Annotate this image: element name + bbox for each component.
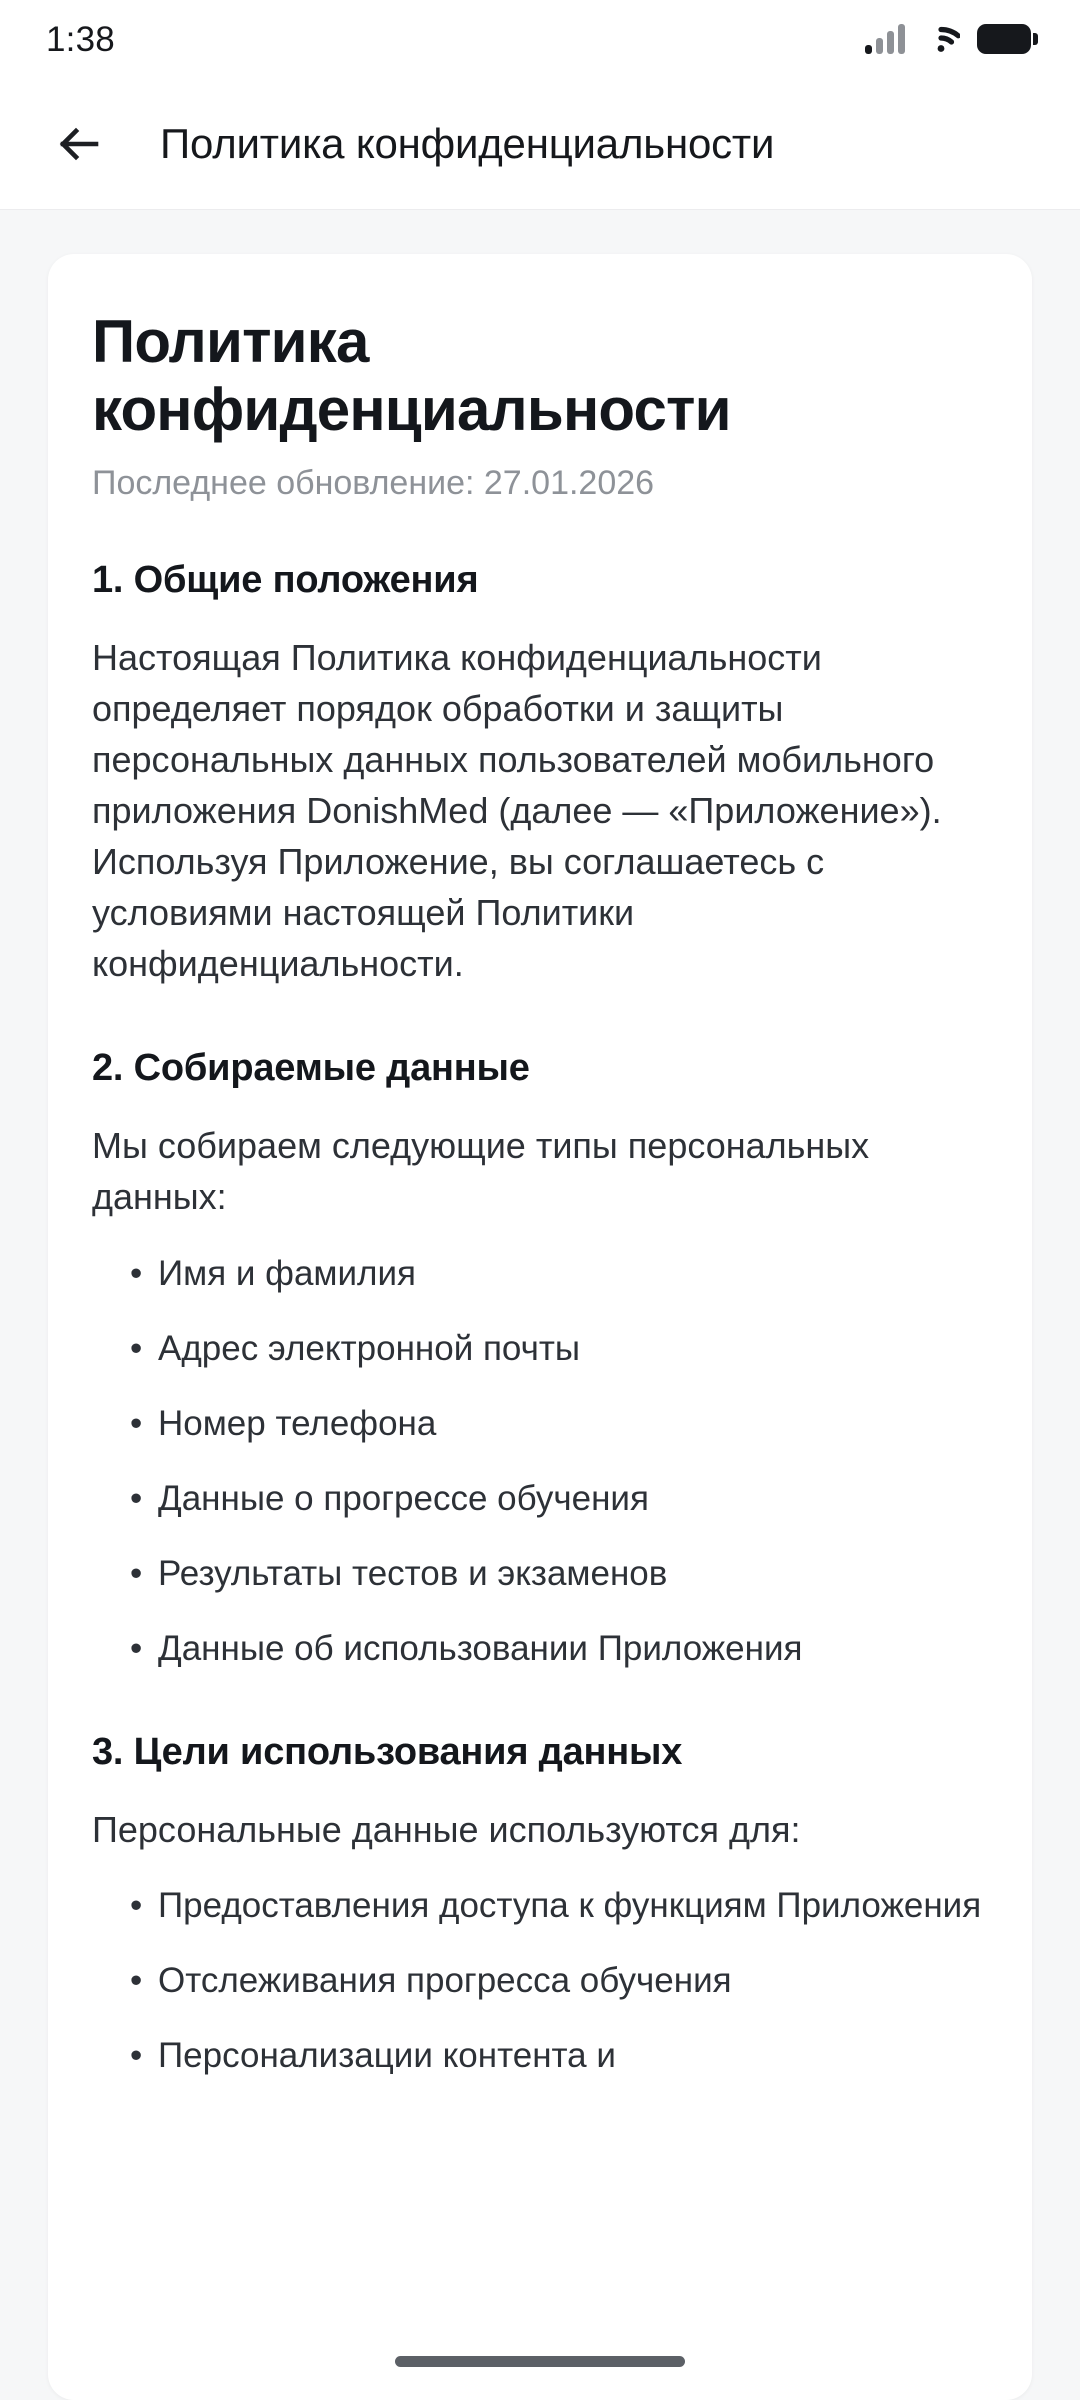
document-title: Политика конфиденциальности bbox=[92, 308, 731, 443]
status-bar-icons bbox=[865, 24, 1038, 54]
policy-section bbox=[92, 1731, 988, 2080]
home-indicator[interactable] bbox=[395, 2356, 685, 2367]
wifi-icon bbox=[922, 24, 960, 54]
policy-section bbox=[92, 559, 988, 990]
list-item: • Номер телефона bbox=[130, 1399, 988, 1448]
section-bullet-list bbox=[92, 1881, 988, 2080]
arrow-left-icon bbox=[56, 121, 102, 167]
status-bar-time: 1:38 bbox=[46, 19, 115, 59]
app-bar bbox=[0, 78, 1080, 210]
battery-icon bbox=[977, 24, 1038, 54]
back-button[interactable] bbox=[38, 103, 120, 185]
section-heading: 2. Собираемые данные bbox=[92, 1047, 530, 1090]
last-updated-text: Последнее обновление: 27.01.2026 bbox=[92, 463, 655, 502]
section-heading: 3. Цели использования данных bbox=[92, 1730, 683, 1773]
list-item: • Имя и фамилия bbox=[130, 1249, 988, 1298]
list-item: • Адрес электронной почты bbox=[130, 1324, 988, 1373]
status-bar bbox=[0, 0, 1080, 78]
list-item: • Персонализации контента и bbox=[130, 2031, 988, 2080]
section-heading: 1. Общие положения bbox=[92, 558, 479, 601]
page-title: Политика конфиденциальности bbox=[160, 119, 775, 167]
list-item: • Отслеживания прогресса обучения bbox=[130, 1956, 988, 2005]
section-bullet-list bbox=[92, 1249, 988, 1673]
signal-icon bbox=[865, 24, 905, 54]
scroll-content[interactable] bbox=[0, 210, 1080, 2400]
section-paragraph: Мы собираем следующие типы персональных данных: bbox=[92, 1125, 870, 1218]
policy-card bbox=[48, 254, 1032, 2400]
section-paragraph: Настоящая Политика конфиденциальности определяет порядок обработки и защиты персональных данных пользователей мобильного приложения DonishMed (далее — «Приложение»). Используя Приложение, вы соглашаетесь с условиями настоящей Политики конфиденциальности. bbox=[92, 636, 942, 985]
list-item: • Результаты тестов и экзаменов bbox=[130, 1549, 988, 1598]
list-item: • Данные о прогрессе обучения bbox=[130, 1474, 988, 1523]
list-item: • Данные об использовании Приложения bbox=[130, 1624, 988, 1673]
list-item: • Предоставления доступа к функциям Приложения bbox=[130, 1881, 988, 1930]
sections-container bbox=[92, 559, 988, 2080]
section-paragraph: Персональные данные используются для: bbox=[92, 1808, 801, 1850]
policy-section bbox=[92, 1047, 988, 1672]
